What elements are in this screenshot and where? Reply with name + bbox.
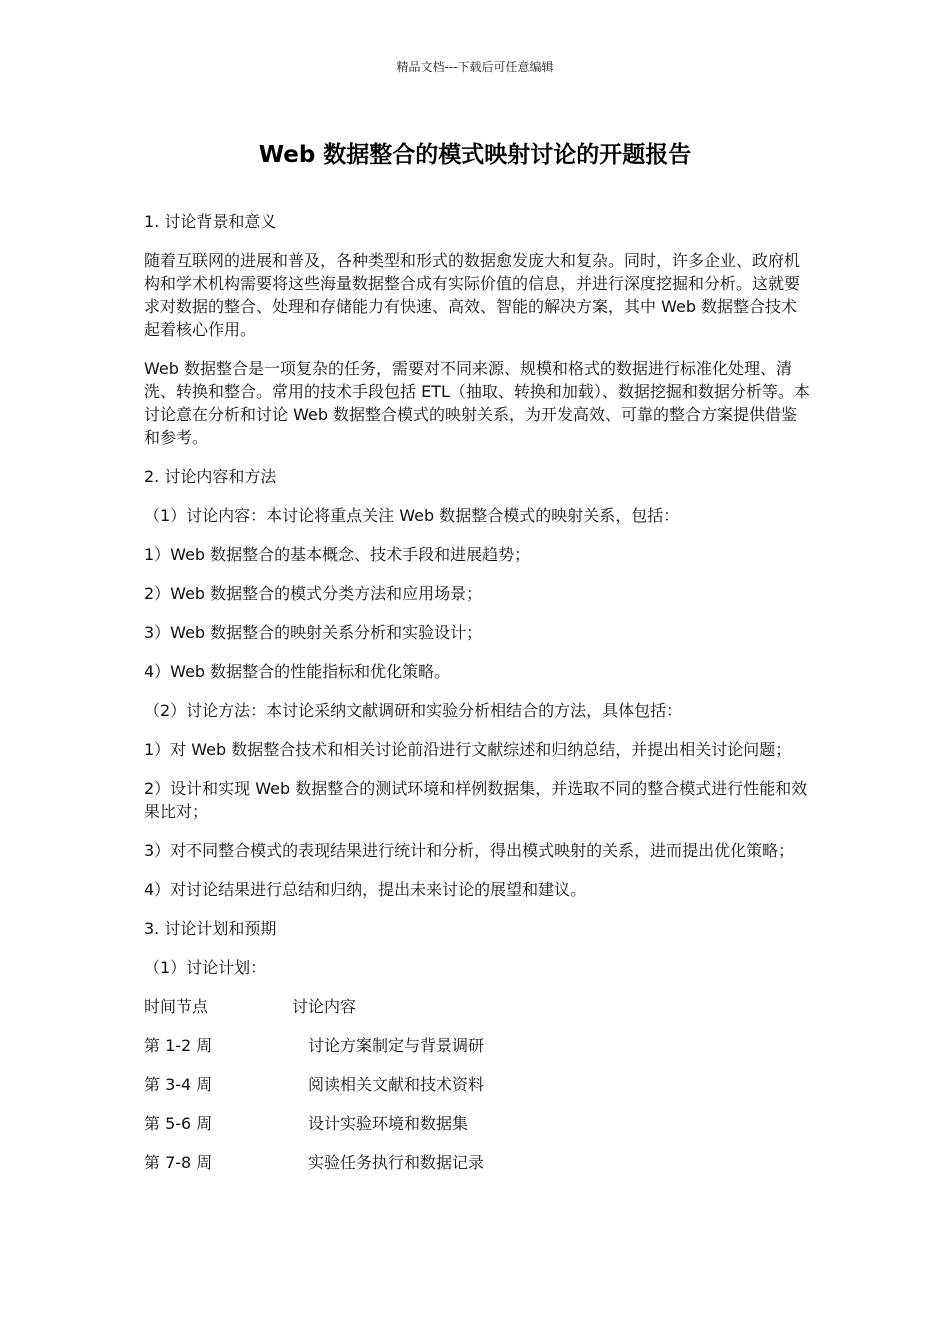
schedule-content: 讨论方案制定与背景调研 — [308, 1036, 485, 1055]
research-method-item: 3）对不同整合模式的表现结果进行统计和分析，得出模式映射的关系，进而提出优化策略； — [144, 841, 795, 860]
research-content-intro: （1）讨论内容：本讨论将重点关注 Web 数据整合模式的映射关系，包括： — [144, 506, 680, 525]
section-1-heading: 1. 讨论背景和意义 — [144, 212, 277, 231]
section-2-heading: 2. 讨论内容和方法 — [144, 467, 277, 486]
schedule-row — [144, 1112, 810, 1135]
schedule-header-time: 时间节点 — [144, 997, 209, 1016]
schedule-header-content: 讨论内容 — [292, 997, 357, 1016]
research-content-item: 2）Web 数据整合的模式分类方法和应用场景； — [144, 584, 483, 603]
research-method-intro: （2）讨论方法：本讨论采纳文献调研和实验分析相结合的方法，具体包括： — [144, 701, 683, 720]
research-content-item: 1）Web 数据整合的基本概念、技术手段和进展趋势； — [144, 545, 531, 564]
schedule-content: 设计实验环境和数据集 — [308, 1114, 469, 1133]
schedule-content: 阅读相关文献和技术资料 — [308, 1075, 485, 1094]
schedule-time: 第 7-8 周 — [144, 1153, 213, 1172]
schedule-time: 第 1-2 周 — [144, 1036, 213, 1055]
research-method-item: 2）设计和实现 Web 数据整合的测试环境和样例数据集，并选取不同的整合模式进行性能和效果比对； — [144, 779, 808, 821]
document-body — [144, 210, 810, 1190]
research-method-item: 1）对 Web 数据整合技术和相关讨论前沿进行文献综述和归纳总结，并提出相关讨论问题； — [144, 740, 792, 759]
header-note: 精品文档---下载后可任意编辑 — [396, 60, 554, 74]
section-1-paragraph-2: Web 数据整合是一项复杂的任务，需要对不同来源、规模和格式的数据进行标准化处理、清洗、转换和整合。常用的技术手段包括 ETL（抽取、转换和加载）、数据挖掘和数据分析等。本讨论意在分析和讨论 Web 数据整合模式的映射关系，为开发高效、可靠的整合方案提供借鉴和参考。 — [144, 359, 810, 447]
section-1-paragraph-1: 随着互联网的进展和普及，各种类型和形式的数据愈发庞大和复杂。同时，许多企业、政府机构和学术机构需要将这些海量数据整合成有实际价值的信息，并进行深度挖掘和分析。这就要求对数据的整合、处理和存储能力有快速、高效、智能的解决方案，其中 Web 数据整合技术起着核心作用。 — [144, 251, 801, 339]
research-plan-intro: （1）讨论计划： — [144, 958, 267, 977]
schedule-content: 实验任务执行和数据记录 — [308, 1153, 485, 1172]
schedule-row — [144, 1151, 810, 1174]
research-content-item: 4）Web 数据整合的性能指标和优化策略。 — [144, 662, 451, 681]
section-3-heading: 3. 讨论计划和预期 — [144, 919, 277, 938]
schedule-row — [144, 1034, 810, 1057]
schedule-row — [144, 1073, 810, 1096]
schedule-header — [144, 995, 810, 1018]
schedule-time: 第 5-6 周 — [144, 1114, 213, 1133]
document-title: Web 数据整合的模式映射讨论的开题报告 — [258, 142, 692, 168]
research-method-item: 4）对讨论结果进行总结和归纳，提出未来讨论的展望和建议。 — [144, 880, 587, 899]
research-content-item: 3）Web 数据整合的映射关系分析和实验设计； — [144, 623, 483, 642]
schedule-time: 第 3-4 周 — [144, 1075, 213, 1094]
